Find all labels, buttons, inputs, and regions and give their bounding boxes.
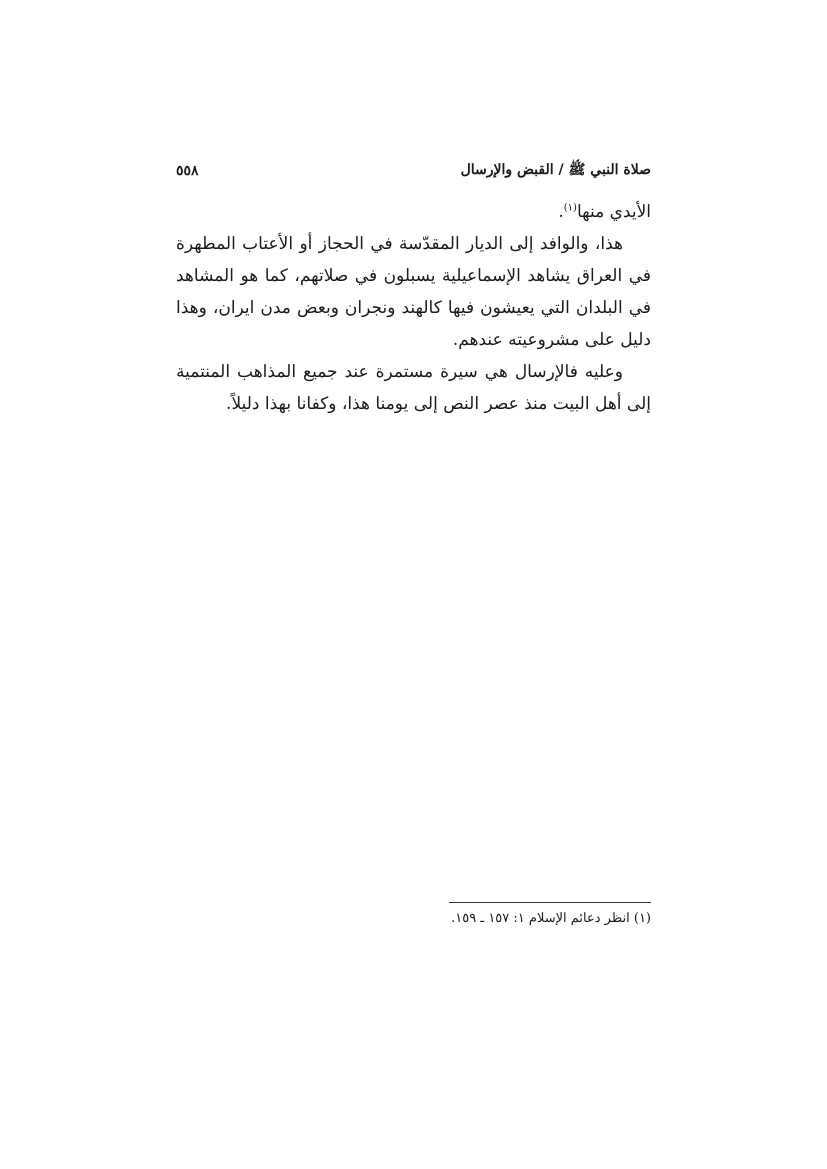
page-number: ٥٥٨ <box>176 163 199 179</box>
paragraph: هذا، والوافد إلى الديار المقدّسة في الحجاز أو الأعتاب المطهرة في العراق يشاهد الإسماعيلية يسبلون في صلاتهم، كما هو المشاهد في البلدان التي يعيشون فيها كالهند ونجران وبعض مدن ايران، وهذا دليل على مشروعيته عندهم. <box>176 234 651 350</box>
footnote-separator <box>449 902 651 903</box>
running-title: صلاة النبي ﷺ / القبض والإرسال <box>460 162 651 178</box>
paragraph: وعليه فالإرسال هي سيرة مستمرة عند جميع المذاهب المنتمية إلى أهل البيت منذ عصر النص إلى يومنا هذا، وكفانا بهذا دليلاً. <box>176 362 651 414</box>
body-text <box>176 196 651 420</box>
footnote: (١) انظر دعائم الإسلام ١: ١٥٧ ـ ١٥٩. <box>451 911 651 926</box>
paragraph-text: الأيدي منها <box>576 202 651 222</box>
footnotes <box>176 908 651 930</box>
paragraph-continuation <box>176 196 651 228</box>
paragraph-end: . <box>558 202 564 222</box>
footnote-reference[interactable]: (١) <box>563 202 577 214</box>
running-header <box>176 158 651 184</box>
